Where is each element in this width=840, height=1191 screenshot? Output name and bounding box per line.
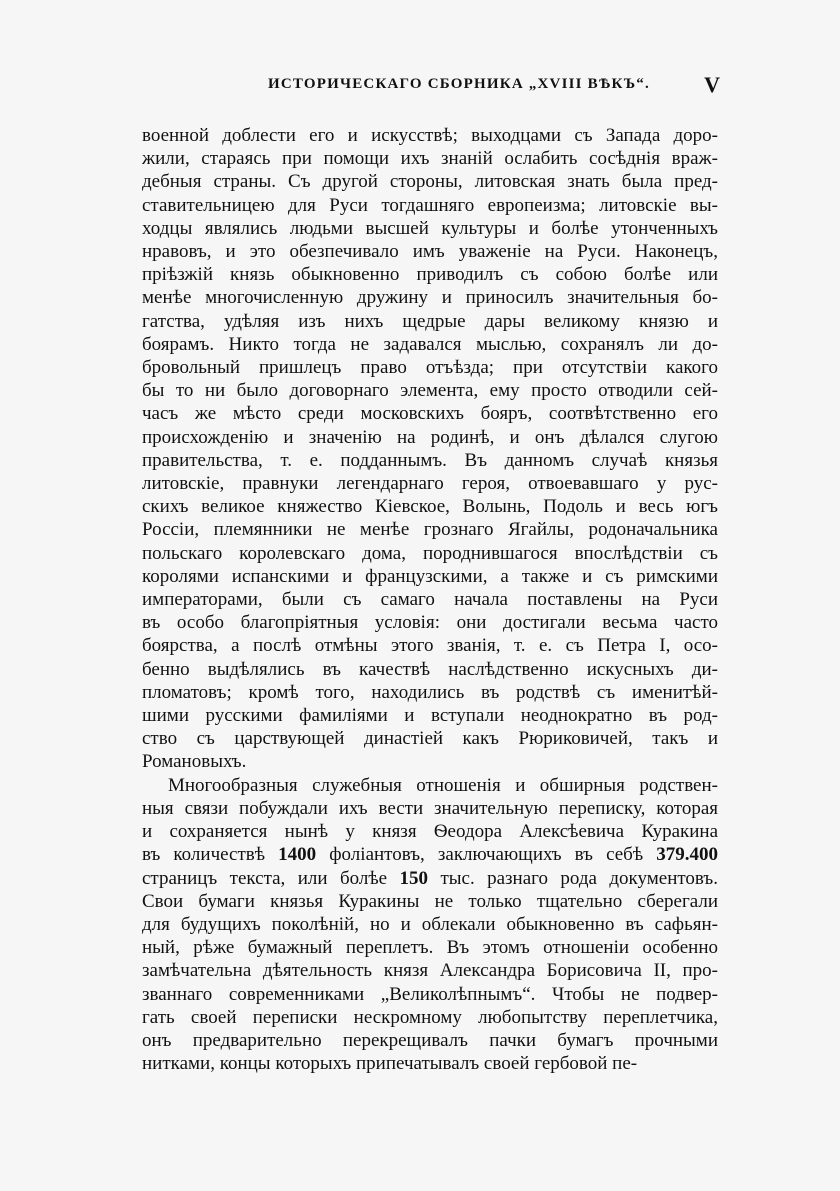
text-line: ный, рѣже бумажный переплетъ. Въ этомъ отношеніи особенно [142, 937, 718, 959]
main-text [142, 124, 718, 1075]
text-line: и сохраняется нынѣ у князя Ѳеодора Алексѣевича Куракина [142, 821, 718, 843]
text-line: нитками, концы которыхъ припечатывалъ своей гербовой пе- [142, 1053, 638, 1075]
text-line: Романовыхъ. [142, 751, 247, 773]
text-line: пріѣзжій князь обыкновенно приводилъ съ собою болѣе или [142, 264, 718, 286]
text-line: замѣчательна дѣятельность князя Александра Борисовича II, про- [142, 960, 718, 982]
text-line: Свои бумаги князья Куракины не только тщательно сберегали [142, 890, 718, 912]
text-line: ныя связи побуждали ихъ вести значительную переписку, которая [142, 797, 718, 819]
text-line: правительства, т. е. подданнымъ. Въ данномъ случаѣ князья [142, 449, 718, 471]
text-line: для будущихъ поколѣній, но и облекали обыкновенно въ сафьян- [142, 913, 718, 935]
text-line: страницъ текста, или болѣе 150 тыс. разнаго рода документовъ. [142, 867, 718, 889]
text-line: бровольный пришлецъ право отъѣзда; при отсутствіи какого [142, 357, 718, 379]
paragraph-1 [142, 124, 718, 774]
text-line: королями испанскими и французскими, а также и съ римскими [142, 565, 718, 587]
text-line: нравовъ, и это обезпечивало имъ уваженіе на Руси. Наконецъ, [142, 241, 718, 263]
text-line: бы то ни было договорнаго элемента, ему просто отводили сей- [142, 380, 718, 402]
paragraph-2 [142, 774, 718, 1076]
running-header [140, 72, 720, 100]
text-line: онъ предварительно перекрещивалъ пачки бумагъ прочными [142, 1029, 718, 1051]
text-line: пломатовъ; кромѣ того, находились въ родствѣ съ именитѣй- [142, 681, 718, 703]
text-line: въ количествѣ 1400 фоліантовъ, заключающихъ въ себѣ 379.400 [142, 844, 718, 866]
text-line: часъ же мѣсто среди московскихъ бояръ, соотвѣтственно его [142, 403, 718, 425]
text-line: Россіи, племянники не менѣе грознаго Ягайлы, родоначальника [142, 519, 718, 541]
text-line: происхожденію и значенію на родинѣ, и онъ дѣлался слугою [142, 426, 718, 448]
text-line: боярства, а послѣ отмѣны этого званія, т. е. съ Петра I, осо- [142, 635, 718, 657]
text-line: гать своей переписки нескромному любопытству переплетчика, [142, 1006, 718, 1028]
text-line: литовскіе, правнуки легендарнаго героя, отвоевавшаго у рус- [142, 473, 718, 495]
page-number: V [704, 72, 720, 97]
text-line: жили, стараясь при помощи ихъ знаній ослабить сосѣднія враж- [142, 148, 718, 170]
text-line: боярамъ. Никто тогда не задавался мыслью, сохранялъ ли до- [142, 333, 718, 355]
text-line: военной доблести его и искусствѣ; выходцами съ Запада доро- [142, 125, 718, 146]
text-line: званнаго современниками „Великолѣпнымъ“. Чтобы не подвер- [142, 983, 718, 1005]
text-line: дебныя страны. Съ другой стороны, литовская знать была пред- [142, 171, 718, 193]
text-line: скихъ великое княжество Кіевское, Волынь, Подоль и весь югъ [142, 496, 718, 518]
text-line: ставительницею для Руси тогдашняго европеизма; литовскіе вы- [142, 194, 718, 216]
text-line: императорами, были съ самаго начала поставлены на Руси [142, 589, 718, 611]
text-line: гатства, удѣляя изъ нихъ щедрые дары великому князю и [142, 310, 718, 332]
text-line: польскаго королевскаго дома, породнившагося впослѣдствіи съ [142, 542, 718, 564]
text-line: въ особо благопріятныя условія: они достигали весьма часто [142, 612, 718, 634]
text-line: ходцы являлись людьми высшей культуры и болѣе утонченныхъ [142, 217, 718, 239]
text-line: шими русскими фамиліями и вступали неоднократно въ род- [142, 705, 718, 727]
text-line: ство съ царствующей династіей какъ Рюриковичей, такъ и [142, 728, 718, 750]
text-line: бенно выдѣлялись въ качествѣ наслѣдственно искусныхъ ди- [142, 658, 718, 680]
text-line: Многообразныя служебныя отношенія и обширныя родствен- [168, 774, 718, 796]
text-line: менѣе многочисленную дружину и приносилъ значительныя бо- [142, 287, 718, 309]
running-title: ИСТОРИЧЕСКАГО СБОРНИКА „XVIII ВѢКЪ“. [268, 76, 650, 92]
